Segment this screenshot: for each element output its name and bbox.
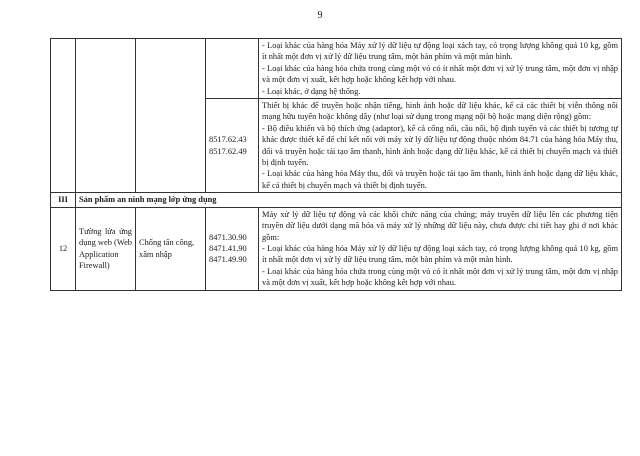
section-row <box>51 193 622 207</box>
hs-code: 8517.62.43 <box>209 135 247 145</box>
detail-cell <box>259 39 622 99</box>
detail-line: Máy xử lý dữ liệu tự động và các khối chức năng của chúng; máy truyền dữ liệu lên các phương tiện truyền dữ liệu dưới dạng mã hóa và máy xử lý những dữ liệu này, chưa được chi tiết hay ghi ở nơi khác gồm: <box>262 209 618 242</box>
detail-line: - Loại khác của hàng hóa chứa trong cùng một vỏ có ít nhất một đơn vị xử lý trung tâm, một đơn vị nhập và một đơn vị xuất, kết hợp hoặc không kết hợp với nhau. <box>262 266 618 288</box>
table-row <box>51 39 622 99</box>
table-row <box>51 207 622 290</box>
section-number: III <box>51 193 76 207</box>
hs-code: 8471.49.90 <box>209 255 247 265</box>
page-number: 9 <box>317 10 323 21</box>
detail-line: Thiết bị khác để truyền hoặc nhận tiếng, hình ảnh hoặc dữ liệu khác, kể cả các thiết bị viễn thông nối mạng hữu tuyến hoặc không dây (như loại sử dụng trong mạng nội bộ hoặc mạng diện rộng) gồm: <box>262 101 618 122</box>
detail-line: - Bộ điều khiển và bộ thích ứng (adaptor), kể cả cổng nối, cầu nối, bộ định tuyến và các thiết bị tương tự khác được thiết kế để chỉ kết nối với máy xử lý dữ liệu tự động thuộc nhóm 84.71 của hàng hóa Máy thu, đổi và truyền hoặc tái tạo âm thanh, hình ảnh hoặc dạng dữ liệu khác, kể cả thiết bị chuyển mạch và thiết bị định tuyến. <box>262 123 618 168</box>
detail-line: - Loại khác của hàng hóa chứa trong cùng một vỏ có ít nhất một đơn vị xử lý trung tâm, một đơn vị nhập và một đơn vị xuất, kết hợp hoặc không kết hợp với nhau. <box>262 63 618 85</box>
hs-code-cell <box>206 99 259 193</box>
hs-code-cell <box>206 207 259 290</box>
name-cell <box>76 39 136 193</box>
description-cell: Chống tấn công, xâm nhập <box>136 207 206 290</box>
hs-code-cell <box>206 39 259 99</box>
stt-cell: 12 <box>51 207 76 290</box>
section-title: Sản phẩm an ninh mạng lớp ứng dụng <box>76 193 622 207</box>
hs-code: 8471.30.90 <box>209 232 247 242</box>
detail-line: - Loại khác của hàng hóa Máy xử lý dữ liệu tự động loại xách tay, có trọng lượng không quá 10 kg, gồm ít nhất một đơn vị xử lý dữ liệu trung tâm, một bàn phím và một màn hình. <box>262 41 618 62</box>
hs-code: 8471.41.90 <box>209 243 247 253</box>
detail-cell <box>259 99 622 193</box>
detail-line: - Loại khác của hàng hóa Máy thu, đổi và truyền hoặc tái tạo âm thanh, hình ảnh hoặc dạng dữ liệu khác, kể cả thiết bị chuyển mạch và thiết bị định tuyến. <box>262 169 618 190</box>
detail-line: - Loại khác của hàng hóa Máy xử lý dữ liệu tự động loại xách tay, có trọng lượng không quá 10 kg, gồm ít nhất một đơn vị xử lý dữ liệu trung tâm, một bàn phím và một màn hình. <box>262 243 618 265</box>
stt-cell <box>51 39 76 193</box>
product-table <box>50 38 622 291</box>
description-cell <box>136 39 206 193</box>
detail-line: - Loại khác, ở dạng hệ thống. <box>262 86 361 96</box>
hs-code: 8517.62.49 <box>209 146 247 156</box>
name-cell: Tường lửa ứng dụng web (Web Application Firewall) <box>76 207 136 290</box>
detail-cell <box>259 207 622 290</box>
